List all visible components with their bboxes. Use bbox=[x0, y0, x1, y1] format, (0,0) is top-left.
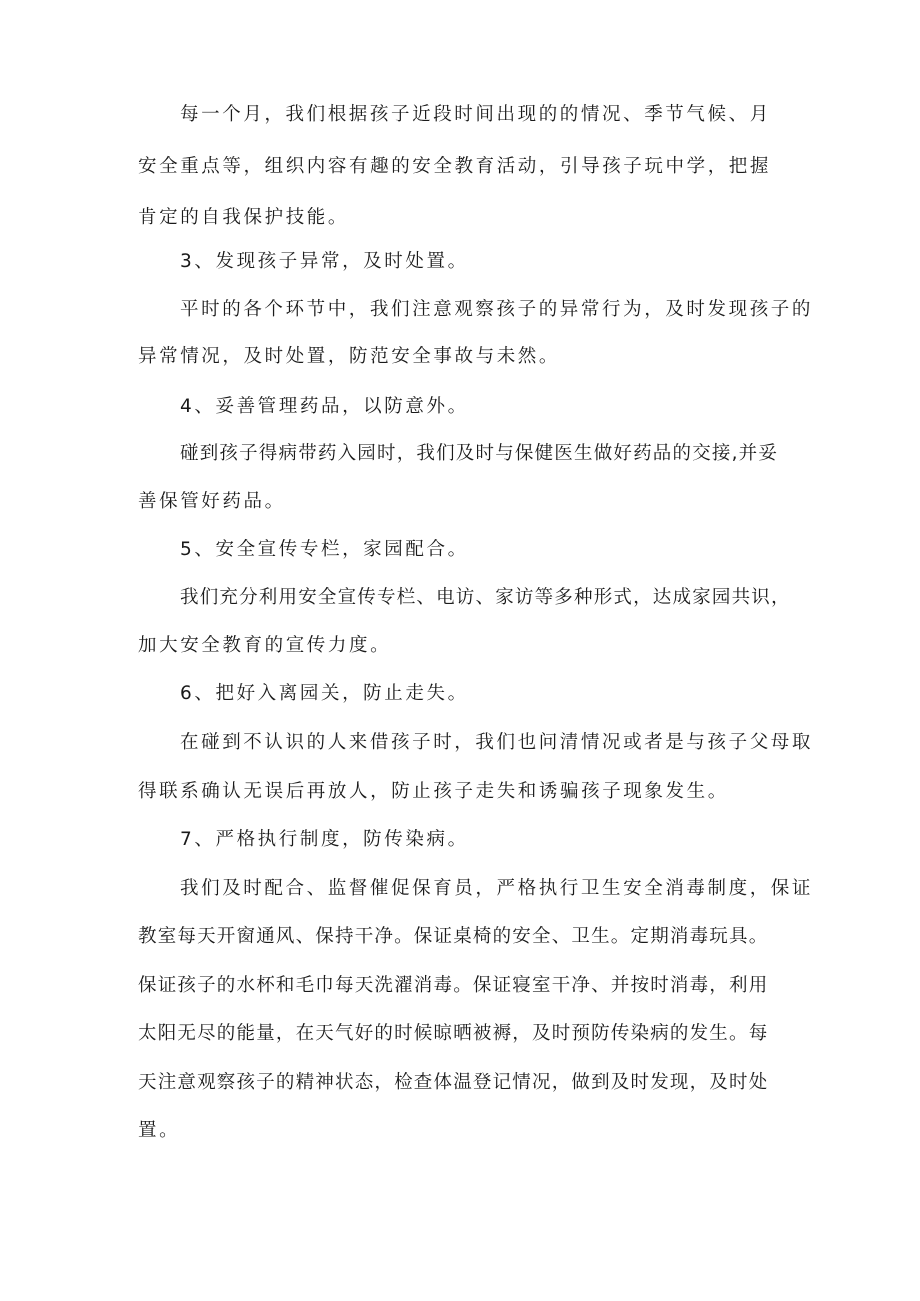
paragraph-line: 安全重点等，组织内容有趣的安全教育活动，引导孩子玩中学，把握 bbox=[138, 156, 772, 177]
paragraph-line: 在碰到不认识的人来借孩子时，我们也问清情况或者是与孩子父母取 bbox=[180, 732, 814, 753]
paragraph-line: 每一个月，我们根据孩子近段时间出现的的情况、季节气候、月 bbox=[180, 104, 771, 125]
paragraph-line: 碰到孩子得病带药入园时，我们及时与保健医生做好药品的交接,并妥 bbox=[180, 443, 779, 464]
section-heading: 5、安全宣传专栏，家园配合。 bbox=[180, 539, 469, 560]
paragraph-line: 天注意观察孩子的精神状态，检查体温登记情况，做到及时发现，及时处 bbox=[138, 1072, 769, 1093]
section-heading: 7、严格执行制度，防传染病。 bbox=[180, 829, 469, 850]
paragraph-line: 善保管好药品。 bbox=[138, 491, 286, 512]
paragraph-line: 置。 bbox=[138, 1120, 181, 1141]
paragraph-line: 异常情况，及时处置，防范安全事故与未然。 bbox=[138, 346, 561, 367]
paragraph-line: 教室每天开窗通风、保持干净。保证桌椅的安全、卫生。定期消毒玩具。 bbox=[138, 926, 769, 947]
paragraph-line: 加大安全教育的宣传力度。 bbox=[138, 635, 392, 656]
section-heading: 3、发现孩子异常，及时处置。 bbox=[180, 251, 469, 272]
paragraph-line: 肯定的自我保护技能。 bbox=[138, 207, 350, 228]
paragraph-line: 平时的各个环节中，我们注意观察孩子的异常行为，及时发现孩子的 bbox=[180, 299, 814, 320]
section-heading: 4、妥善管理药品，以防意外。 bbox=[180, 396, 469, 417]
section-heading: 6、把好入离园关，防止走失。 bbox=[180, 683, 469, 704]
paragraph-line: 太阳无尽的能量，在天气好的时候晾晒被褥，及时预防传染病的发生。每 bbox=[138, 1023, 769, 1044]
paragraph-line: 我们充分利用安全宣传专栏、电访、家访等多种形式，达成家园共识， bbox=[180, 587, 791, 608]
paragraph-line: 得联系确认无误后再放人，防止孩子走失和诱骗孩子现象发生。 bbox=[138, 781, 729, 802]
paragraph-line: 我们及时配合、监督催促保育员，严格执行卫生安全消毒制度，保证 bbox=[180, 878, 814, 899]
paragraph-line: 保证孩子的水杯和毛巾每天洗濯消毒。保证寝室干净、并按时消毒，利用 bbox=[138, 975, 769, 996]
